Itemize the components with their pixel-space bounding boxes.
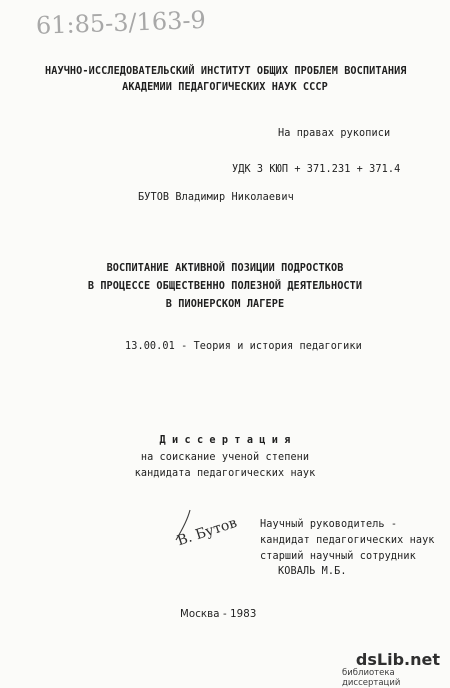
author-name: БУТОВ Владимир Николаевич <box>138 192 294 203</box>
logo-main-text: dsLib.net <box>355 650 440 669</box>
dissertation-degree-line: на соискание ученой степени <box>140 452 310 463</box>
title-line-1: ВОСПИТАНИЕ АКТИВНОЙ ПОЗИЦИИ ПОДРОСТКОВ <box>106 263 344 274</box>
institution-line-1: НАУЧНО-ИССЛЕДОВАТЕЛЬСКИЙ ИНСТИТУТ ОБЩИХ ПРОБЛЕМ ВОСПИТАНИЯ <box>45 66 407 77</box>
institution-line-2: АКАДЕМИИ ПЕДАГОГИЧЕСКИХ НАУК СССР <box>122 82 328 93</box>
dissertation-field-line: кандидата педагогических наук <box>134 468 316 479</box>
logo-sub-text: библиотека диссертаций <box>342 668 401 688</box>
author-signature <box>170 500 239 552</box>
signature-text: В. Бутов <box>175 514 239 550</box>
supervisor-label: Научный руководитель - <box>260 519 398 530</box>
specialty-code: 13.00.01 - Теория и история педагогики <box>125 341 362 352</box>
handwritten-mark-text: 61:85-3/163-9 <box>35 5 207 40</box>
dissertation-heading: Д и с с е р т а ц и я <box>159 435 291 446</box>
supervisor-degree: кандидат педагогических наук <box>260 535 435 546</box>
title-line-3: В ПИОНЕРСКОМ ЛАГЕРЕ <box>165 299 285 310</box>
supervisor-position: старший научный сотрудник <box>260 551 416 562</box>
title-line-2: В ПРОЦЕССЕ ОБЩЕСТВЕННО ПОЛЕЗНОЙ ДЕЯТЕЛЬНОСТИ <box>87 281 363 292</box>
dslib-logo <box>342 650 440 688</box>
footer-city-year: Москва - 1983 <box>180 609 257 620</box>
handwritten-archive-mark <box>34 6 264 40</box>
manuscript-note: На правах рукописи <box>278 128 391 139</box>
supervisor-name: КОВАЛЬ М.Б. <box>278 566 347 577</box>
udc-code: УДК 3 КЮП + 371.231 + 371.4 <box>232 164 401 175</box>
